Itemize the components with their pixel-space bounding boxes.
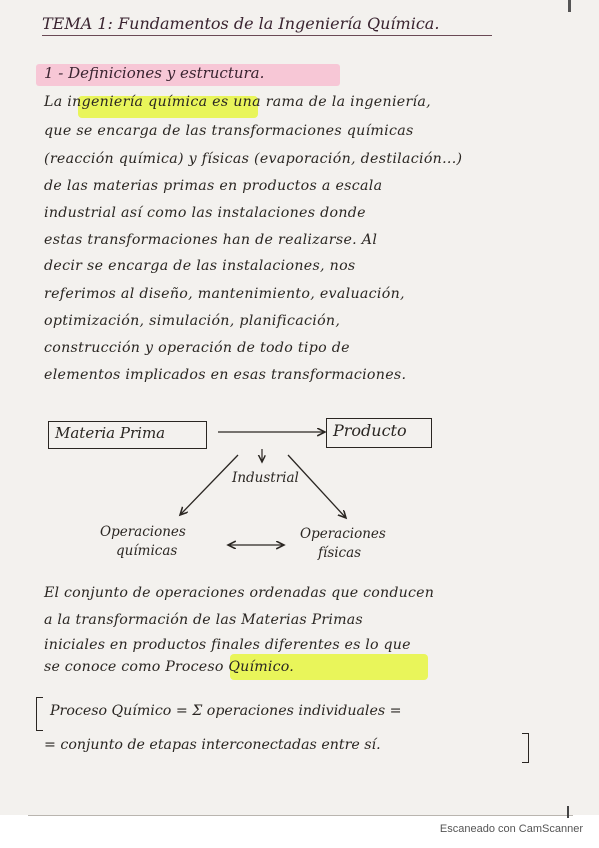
scanner-watermark: Escaneado con CamScanner: [439, 823, 583, 835]
paragraph2-line: se conoce como Proceso Químico.: [44, 659, 294, 675]
paragraph2-line: El conjunto de operaciones ordenadas que conducen: [44, 585, 435, 601]
paragraph1-line: La ingeniería química es una rama de la ingeniería,: [44, 94, 431, 110]
paragraph1-line: que se encarga de las transformaciones químicas: [44, 123, 414, 139]
paragraph1-line: de las materias primas en productos a escala: [44, 178, 383, 194]
op-quimicas-line2: químicas: [116, 543, 178, 559]
materia-prima-box: Materia Prima: [48, 421, 207, 449]
paragraph1-line: decir se encarga de las instalaciones, nos: [44, 258, 356, 274]
footer-tick: [567, 806, 569, 818]
paragraph1-line: estas transformaciones han de realizarse. Al: [44, 232, 378, 248]
producto-box: Producto: [326, 418, 432, 448]
paragraph1-line: optimización, simulación, planificación,: [44, 313, 341, 329]
industrial-label: Industrial: [232, 470, 299, 486]
paragraph2-line: iniciales en productos finales diferentes es lo que: [44, 637, 411, 653]
op-fisicas-line1: Operaciones: [300, 526, 386, 542]
left-diagonal-arrow: [180, 455, 238, 515]
paragraph1-line: (reacción química) y físicas (evaporación, destilación...): [44, 151, 463, 167]
formula-line2: = conjunto de etapas interconectadas entre sí.: [44, 737, 381, 753]
op-fisicas-line2: físicas: [318, 545, 362, 561]
right-diagonal-arrow: [288, 455, 346, 518]
op-quimicas-line1: Operaciones: [100, 524, 186, 540]
paragraph1-line: industrial así como las instalaciones donde: [44, 205, 366, 221]
paragraph1-line: elementos implicados en esas transformaciones.: [44, 367, 407, 383]
paragraph2-line: a la transformación de las Materias Primas: [44, 612, 363, 628]
paragraph1-line: referimos al diseño, mantenimiento, evaluación,: [44, 286, 405, 302]
footer-divider: [28, 815, 573, 816]
section-heading: 1 - Definiciones y estructura.: [44, 64, 265, 82]
page-title: TEMA 1: Fundamentos de la Ingeniería Química.: [42, 14, 440, 33]
formula-close-bracket: [522, 733, 529, 763]
formula-line1: Proceso Químico = Σ operaciones individuales =: [50, 703, 402, 719]
paragraph1-line: construcción y operación de todo tipo de: [44, 340, 350, 356]
formula-open-bracket: [36, 697, 43, 731]
